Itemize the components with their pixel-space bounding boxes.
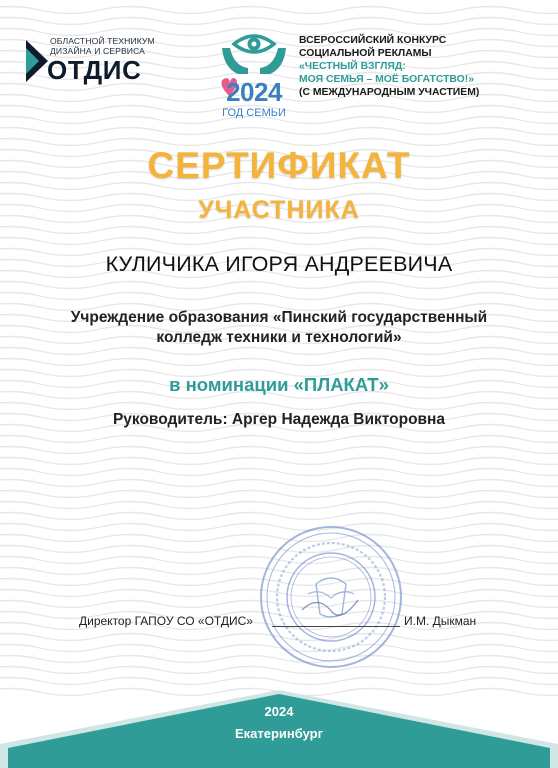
certificate-subtitle: УЧАСТНИКА <box>198 196 360 224</box>
nomination: в номинации «ПЛАКАТ» <box>169 374 389 395</box>
director-name: И.М. Дыкман <box>404 614 477 628</box>
organization <box>40 308 518 348</box>
supervisor: Руководитель: Аргер Надежда Викторовна <box>112 411 446 428</box>
footer-city: Екатеринбург <box>234 726 324 741</box>
director-label: Директор ГАПОУ СО «ОТДИС» <box>79 614 253 628</box>
logo-name: ОТДИС <box>47 55 142 85</box>
emblem-year: 2024 <box>226 77 282 107</box>
footer-year: 2024 <box>264 704 294 719</box>
organization-line-1: Учреждение образования «Пинский государственный <box>70 309 488 326</box>
contest-line-1: ВСЕРОССИЙСКИЙ КОНКУРС <box>299 35 447 46</box>
logo-triangle-icon <box>26 40 48 82</box>
college-logo <box>26 36 158 90</box>
contest-title-block <box>299 34 539 99</box>
contest-line-3: «ЧЕСТНЫЙ ВЗГЛЯД: <box>299 61 406 72</box>
contest-line-4: МОЯ СЕМЬЯ – МОЁ БОГАТСТВО!» <box>299 74 474 85</box>
contest-line-5: (С МЕЖДУНАРОДНЫМ УЧАСТИЕМ) <box>299 87 480 98</box>
official-seal-icon <box>258 524 404 670</box>
emblem-caption: ГОД СЕМЬИ <box>222 107 286 119</box>
organization-line-2: колледж техники и технологий» <box>156 329 402 346</box>
signature-line <box>272 626 400 627</box>
logo-line-2: ДИЗАЙНА И СЕРВИСА <box>50 46 146 56</box>
contest-line-2: СОЦИАЛЬНОЙ РЕКЛАМЫ <box>299 48 432 59</box>
logo-line-1: ОБЛАСТНОЙ ТЕХНИКУМ <box>50 36 155 46</box>
recipient-name: КУЛИЧИКА ИГОРЯ АНДРЕЕВИЧА <box>105 252 453 276</box>
certificate-title: СЕРТИФИКАТ <box>147 145 411 186</box>
